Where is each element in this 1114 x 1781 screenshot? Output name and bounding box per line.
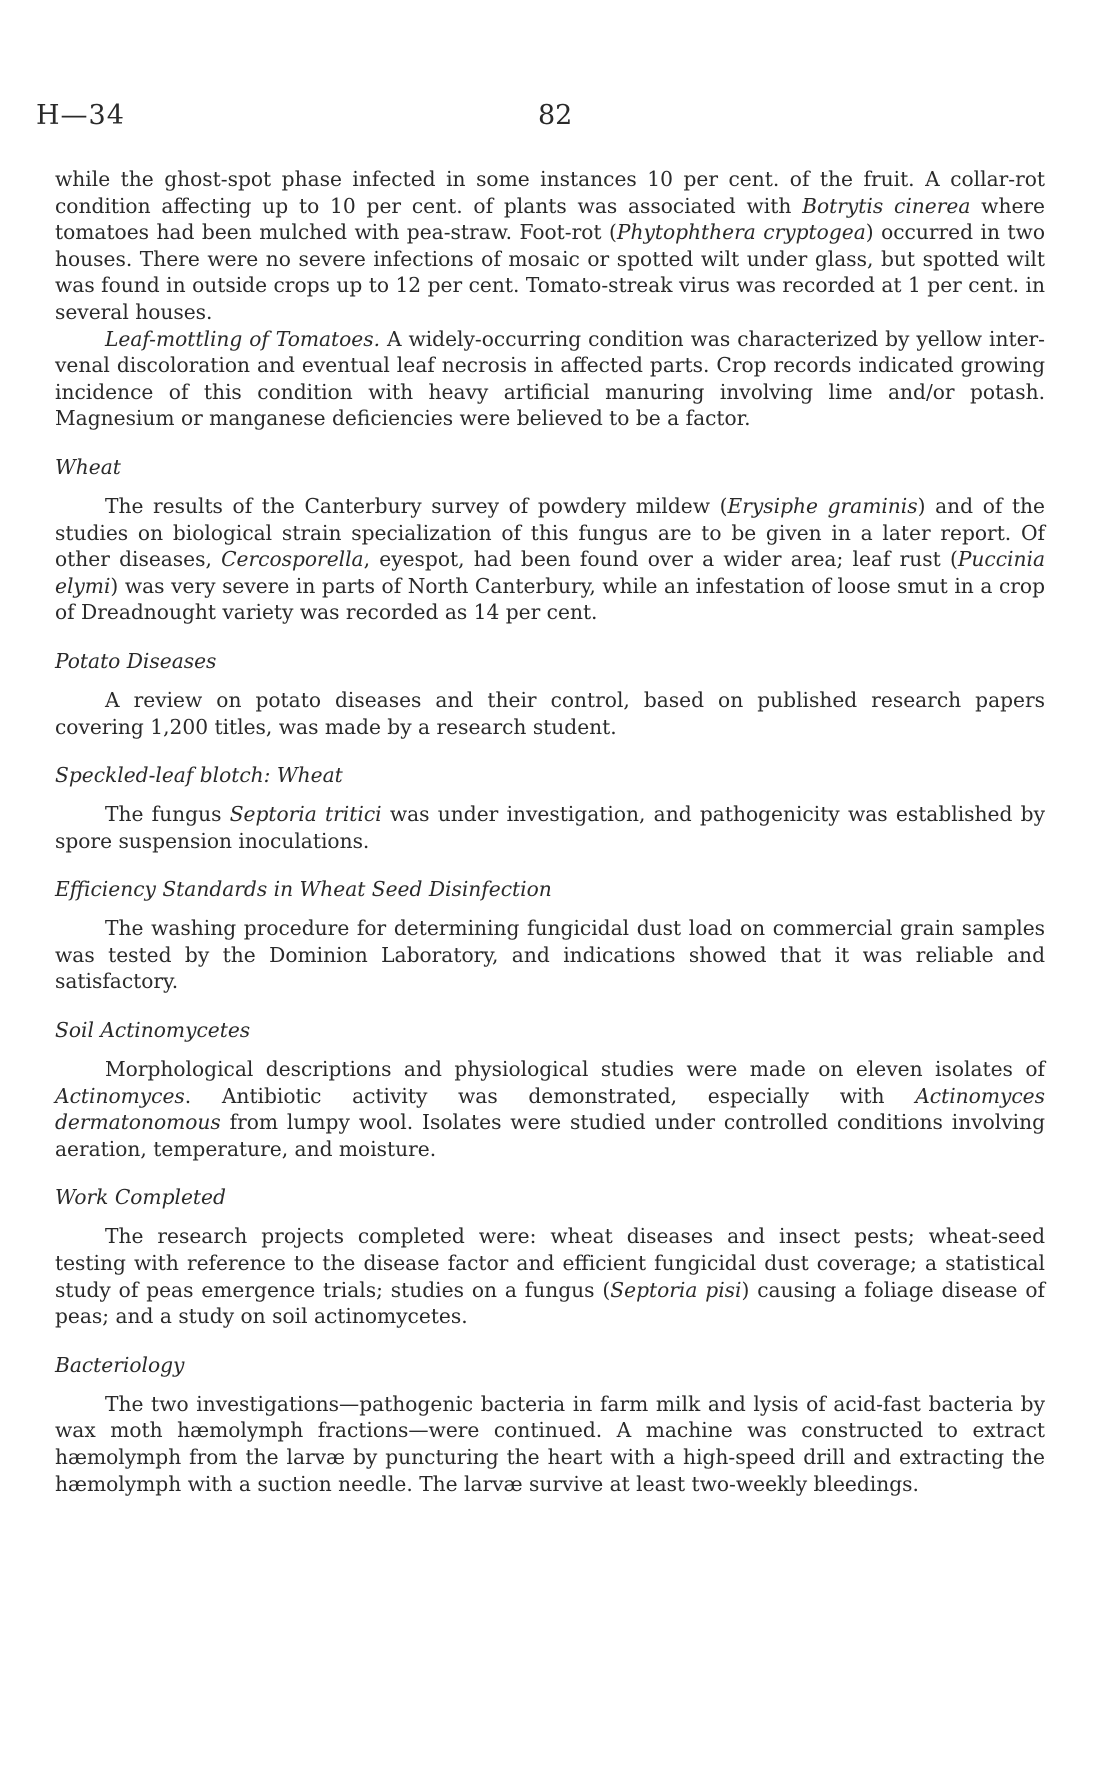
- heading-wheat: Wheat: [55, 454, 121, 479]
- page-number: 82: [538, 100, 573, 131]
- heading-speckled-leaf-blotch: Speckled-leaf blotch: Wheat: [55, 763, 343, 788]
- paragraph-leaf-mottling: Leaf-mottling of Tomatoes. A widely-occurring condition was characterized by yellow inter-venal discoloration and eventual leaf necrosis in affected parts. Crop records indicated growing incidence of this condition with heavy artificial manuring involving lime and/or potash. Magnesium or manganese deficiencies were believed to be a factor.: [55, 326, 1045, 431]
- paragraph-efficiency-standards: The washing procedure for determining fungicidal dust load on commercial grain samples was tested by the Dominion Laboratory, and indications showed that it was reliable and satisfactory.: [55, 916, 1045, 994]
- paragraph-work-completed: The research projects completed were: wheat diseases and insect pests; wheat-seed testing with reference to the disease factor and efficient fungicidal dust coverage; a statistical study of peas emergence trials; studies on a fungus (Septoria pisi) causing a foliage disease of peas; and a study on soil actinomycetes.: [55, 1224, 1045, 1329]
- paragraph-potato-diseases: A review on potato diseases and their control, based on published research papers covering 1,200 titles, was made by a research student.: [55, 687, 1045, 739]
- heading-soil-actinomycetes: Soil Actinomycetes: [55, 1018, 251, 1043]
- paragraph-soil-actinomycetes: Morphological descriptions and physiological studies were made on eleven isolates of Actinomyces. Antibiotic activity was demonstrated, especially with Actinomyces dermatonomous from lumpy wool. Isolates were studied under controlled conditions involving aeration, temperature, and moisture.: [55, 1057, 1045, 1161]
- paragraph-tomato-diseases: while the ghost-spot phase infected in some instances 10 per cent. of the fruit. A collar-rot condition affecting up to 10 per cent. of plants was associated with Botrytis cinerea where tomatoes had been mulched with pea-straw. Foot-rot (Phytophthera cryptogea) occurred in two houses. There were no severe infections of mosaic or spotted wilt under glass, but spotted wilt was found in outside crops up to 12 per cent. Tomato-streak virus was recorded at 1 per cent. in several houses.: [55, 167, 1045, 324]
- paragraph-wheat: The results of the Canterbury survey of powdery mildew (Erysiphe graminis) and of the studies on biological strain specialization of this fungus are to be given in a later report. Of other diseases, Cercosporella, eyespot, had been found over a wider area; leaf rust (Puccinia elymi) was very severe in parts of North Canterbury, while an infestation of loose smut in a crop of Dreadnought variety was recorded as 14 per cent.: [55, 493, 1046, 625]
- heading-efficiency-standards: Efficiency Standards in Wheat Seed Disinfection: [55, 877, 552, 902]
- heading-work-completed: Work Completed: [55, 1185, 226, 1210]
- paragraph-bacteriology: The two investigations—pathogenic bacteria in farm milk and lysis of acid-fast bacteria by wax moth hæmolymph fractions—were continued. A machine was constructed to extract hæmolymph from the larvæ by puncturing the heart with a high-speed drill and extracting the hæmolymph with a suction needle. The larvæ survive at least two-weekly bleedings.: [55, 1391, 1045, 1496]
- heading-potato-diseases: Potato Diseases: [55, 648, 217, 673]
- body-text: [55, 166, 1045, 1497]
- heading-bacteriology: Bacteriology: [55, 1352, 185, 1377]
- running-head: [36, 100, 1078, 134]
- page-id: H—34: [36, 100, 125, 131]
- paragraph-speckled-leaf-blotch: The fungus Septoria tritici was under investigation, and pathogenicity was established by spore suspension inoculations.: [55, 802, 1045, 853]
